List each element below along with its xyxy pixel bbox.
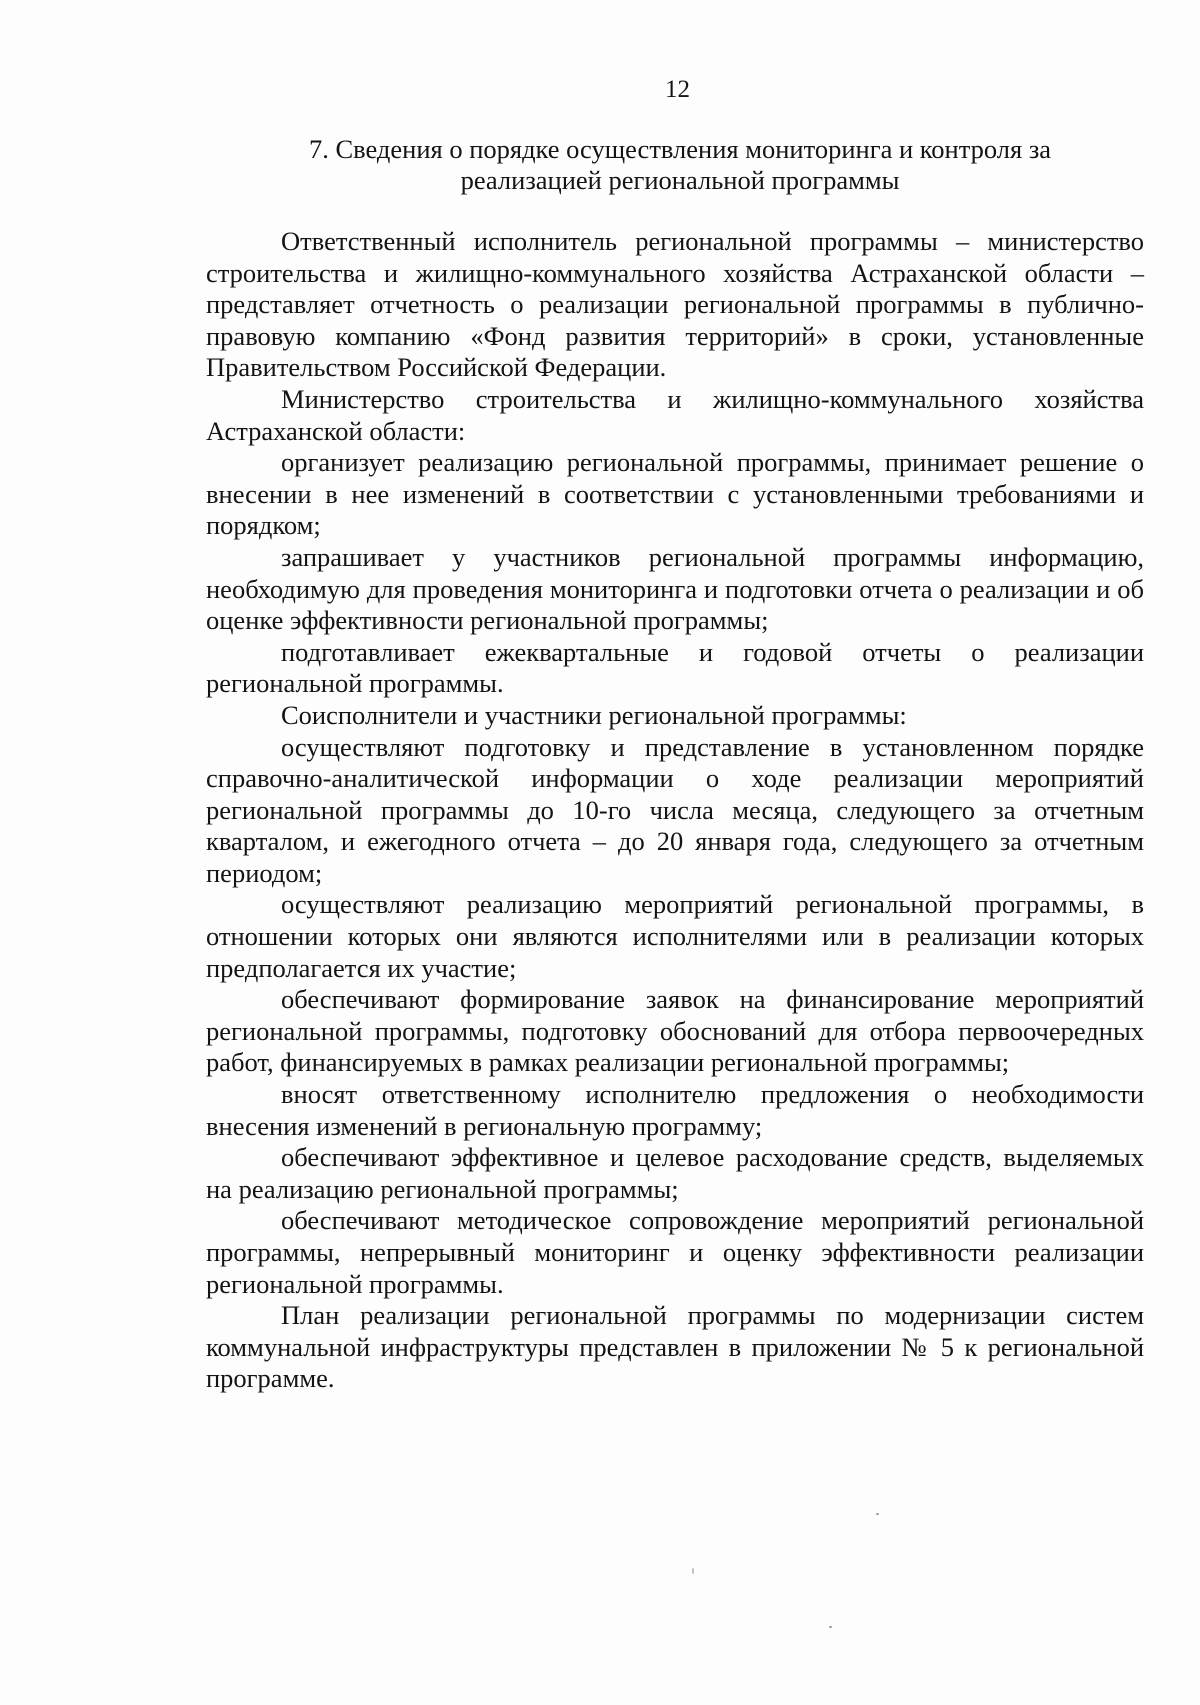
scan-speck — [692, 1568, 694, 1574]
paragraph-coexecutors-proposals: вносят ответственному исполнителю предложения о необходимости внесения изменений в региональную программу; — [206, 1079, 1144, 1141]
page-number: 12 — [665, 76, 690, 103]
paragraph-coexecutors-information: осуществляют подготовку и представление в установленном порядке справочно-аналитической информации о ходе реализации мероприятий региональной программы до 10-го числа месяца, следующего за отчетным кварталом, и ежегодного отчета – до 20 января года, следующего за отчетным периодом; — [206, 731, 1144, 888]
section-heading — [250, 134, 1110, 196]
paragraph-ministry-organizes: организует реализацию региональной программы, принимает решение о внесении в нее изменений в соответствии с установленными требованиями и порядком; — [206, 447, 1144, 541]
section-heading-line-2: реализацией региональной программы — [460, 165, 900, 195]
section-heading-line-1: 7. Сведения о порядке осуществления мониторинга и контроля за — [308, 134, 1052, 164]
paragraph-coexecutors-implementation: осуществляют реализацию мероприятий региональной программы, в отношении которых они являются исполнителями или в реализации которых предполагается их участие; — [206, 889, 1144, 983]
scan-speck — [876, 1513, 879, 1515]
paragraph-ministry-reports: подготавливает ежеквартальные и годовой отчеты о реализации региональной программы. — [206, 636, 1144, 699]
paragraph-ministry-intro: Министерство строительства и жилищно-коммунального хозяйства Астраханской области: — [206, 383, 1144, 446]
paragraph-responsible-executor: Ответственный исполнитель региональной программы – министерство строительства и жилищно-коммунального хозяйства Астраханской области – представляет отчетность о реализации региональной программы в публично-правовую компанию «Фонд развития территорий» в сроки, установленные Правительством Российской Федерации. — [206, 226, 1144, 383]
paragraph-ministry-requests: запрашивает у участников региональной программы информацию, необходимую для проведения мониторинга и подготовки отчета о реализации и об оценке эффективности региональной программы; — [206, 541, 1144, 636]
paragraph-implementation-plan: План реализации региональной программы по модернизации систем коммунальной инфраструктуры представлен в приложении № 5 к региональной программе. — [206, 1300, 1144, 1394]
paragraph-coexecutors-applications: обеспечивают формирование заявок на финансирование мероприятий региональной программы, подготовку обоснований для отбора первоочередных работ, финансируемых в рамках реализации региональной программы; — [206, 984, 1144, 1078]
paragraph-coexecutors-intro: Соисполнители и участники региональной программы: — [281, 699, 907, 730]
body-text — [206, 226, 1144, 1395]
paragraph-coexecutors-spending: обеспечивают эффективное и целевое расходование средств, выделяемых на реализацию региональной программы; — [206, 1142, 1144, 1204]
scan-speck — [829, 1626, 832, 1628]
paragraph-coexecutors-methodology: обеспечивают методическое сопровождение мероприятий региональной программы, непрерывный мониторинг и оценку эффективности реализации региональной программы. — [206, 1205, 1144, 1299]
